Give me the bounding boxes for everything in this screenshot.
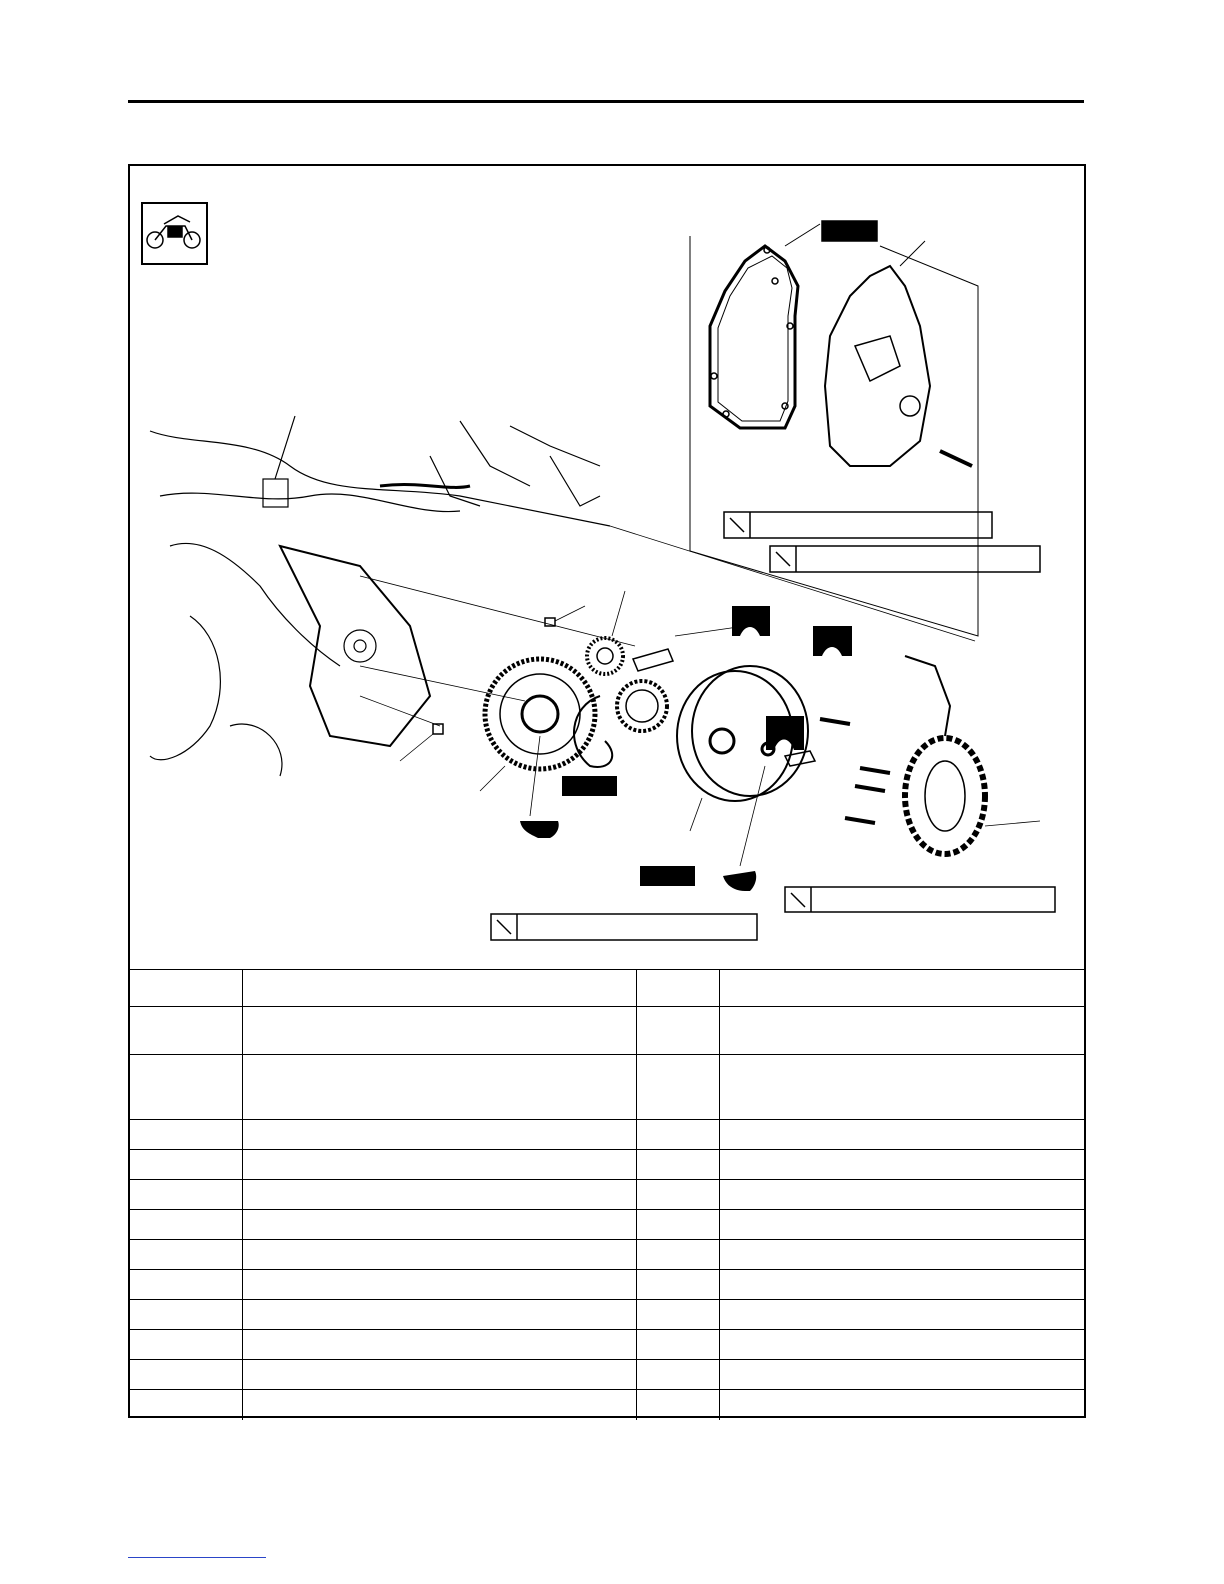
table-cell — [130, 1180, 242, 1210]
explode-lines — [360, 526, 975, 726]
table-cell — [242, 1270, 636, 1300]
table-cell — [636, 1270, 719, 1300]
table-cell — [242, 1007, 636, 1055]
label-block — [822, 221, 877, 241]
table-row — [130, 1330, 1084, 1360]
table-cell — [130, 1300, 242, 1330]
motorcycle-icon — [142, 203, 207, 264]
generator-rotor — [677, 666, 808, 831]
table-cell — [719, 1055, 1084, 1120]
table-row — [130, 1240, 1084, 1270]
table-row — [130, 1210, 1084, 1240]
table-row — [130, 1007, 1084, 1055]
table-cell — [242, 1240, 636, 1270]
table-cell — [636, 1210, 719, 1240]
table-cell — [636, 1055, 719, 1120]
table-cell — [130, 1120, 242, 1150]
torque-spec-box-cover — [724, 512, 992, 538]
table-cell — [242, 1055, 636, 1120]
table-header-cell — [636, 970, 719, 1007]
table-header-row — [130, 970, 1084, 1007]
table-cell — [130, 1360, 242, 1390]
table-cell — [242, 1210, 636, 1240]
table-cell — [130, 1150, 242, 1180]
torque-spec-box-rotor — [491, 914, 757, 940]
table-cell — [242, 1180, 636, 1210]
table-cell — [719, 1300, 1084, 1330]
table-row — [130, 1120, 1084, 1150]
table-row — [130, 1360, 1084, 1390]
table-cell — [636, 1180, 719, 1210]
table-cell — [719, 1270, 1084, 1300]
generator-cover — [825, 266, 972, 466]
label-block — [562, 776, 617, 796]
label-block — [640, 866, 695, 886]
table-cell — [719, 1007, 1084, 1055]
table-cell — [242, 1360, 636, 1390]
table-header-cell — [719, 970, 1084, 1007]
table-cell — [242, 1390, 636, 1420]
exploded-view-diagram — [130, 166, 1084, 969]
table-cell — [130, 1390, 242, 1420]
table-cell — [130, 1210, 242, 1240]
engine-case-sketch — [150, 416, 610, 776]
table-cell — [130, 1270, 242, 1300]
exploded-view-frame — [128, 164, 1086, 1418]
table-cell — [719, 1240, 1084, 1270]
table-cell — [242, 1300, 636, 1330]
table-cell — [719, 1150, 1084, 1180]
footer-link-line[interactable] — [128, 1557, 266, 1558]
table-row — [130, 1390, 1084, 1420]
dowel-pin — [545, 618, 555, 626]
table-cell — [719, 1120, 1084, 1150]
table-cell — [636, 1150, 719, 1180]
table-cell — [636, 1330, 719, 1360]
header-rule — [128, 100, 1084, 103]
table-cell — [130, 1240, 242, 1270]
table-row — [130, 1270, 1084, 1300]
table-cell — [719, 1330, 1084, 1360]
table-row — [130, 1180, 1084, 1210]
table-cell — [636, 1120, 719, 1150]
table-cell — [130, 1330, 242, 1360]
table-cell — [636, 1300, 719, 1330]
table-row — [130, 1300, 1084, 1330]
parts-table — [130, 969, 1084, 1420]
table-cell — [636, 1007, 719, 1055]
table-cell — [636, 1240, 719, 1270]
stator-coil — [905, 656, 1040, 854]
lubricant-icon — [520, 606, 852, 891]
table-cell — [130, 1007, 242, 1055]
idle-gear-shaft — [633, 649, 673, 671]
torque-spec-box-stator — [785, 887, 1055, 912]
table-cell — [719, 1390, 1084, 1420]
table-cell — [719, 1180, 1084, 1210]
table-header-cell — [130, 970, 242, 1007]
table-header-cell — [242, 970, 636, 1007]
table-cell — [719, 1360, 1084, 1390]
table-cell — [636, 1360, 719, 1390]
table-cell — [636, 1390, 719, 1420]
table-row — [130, 1055, 1084, 1120]
table-cell — [242, 1330, 636, 1360]
gasket — [710, 246, 798, 428]
torque-spec-box-right — [770, 546, 1040, 572]
table-cell — [242, 1150, 636, 1180]
idle-gear — [587, 591, 625, 674]
table-cell — [242, 1120, 636, 1150]
table-row — [130, 1150, 1084, 1180]
starter-wheel-gear — [480, 659, 595, 791]
table-cell — [719, 1210, 1084, 1240]
starter-clutch — [617, 681, 667, 731]
table-cell — [130, 1055, 242, 1120]
